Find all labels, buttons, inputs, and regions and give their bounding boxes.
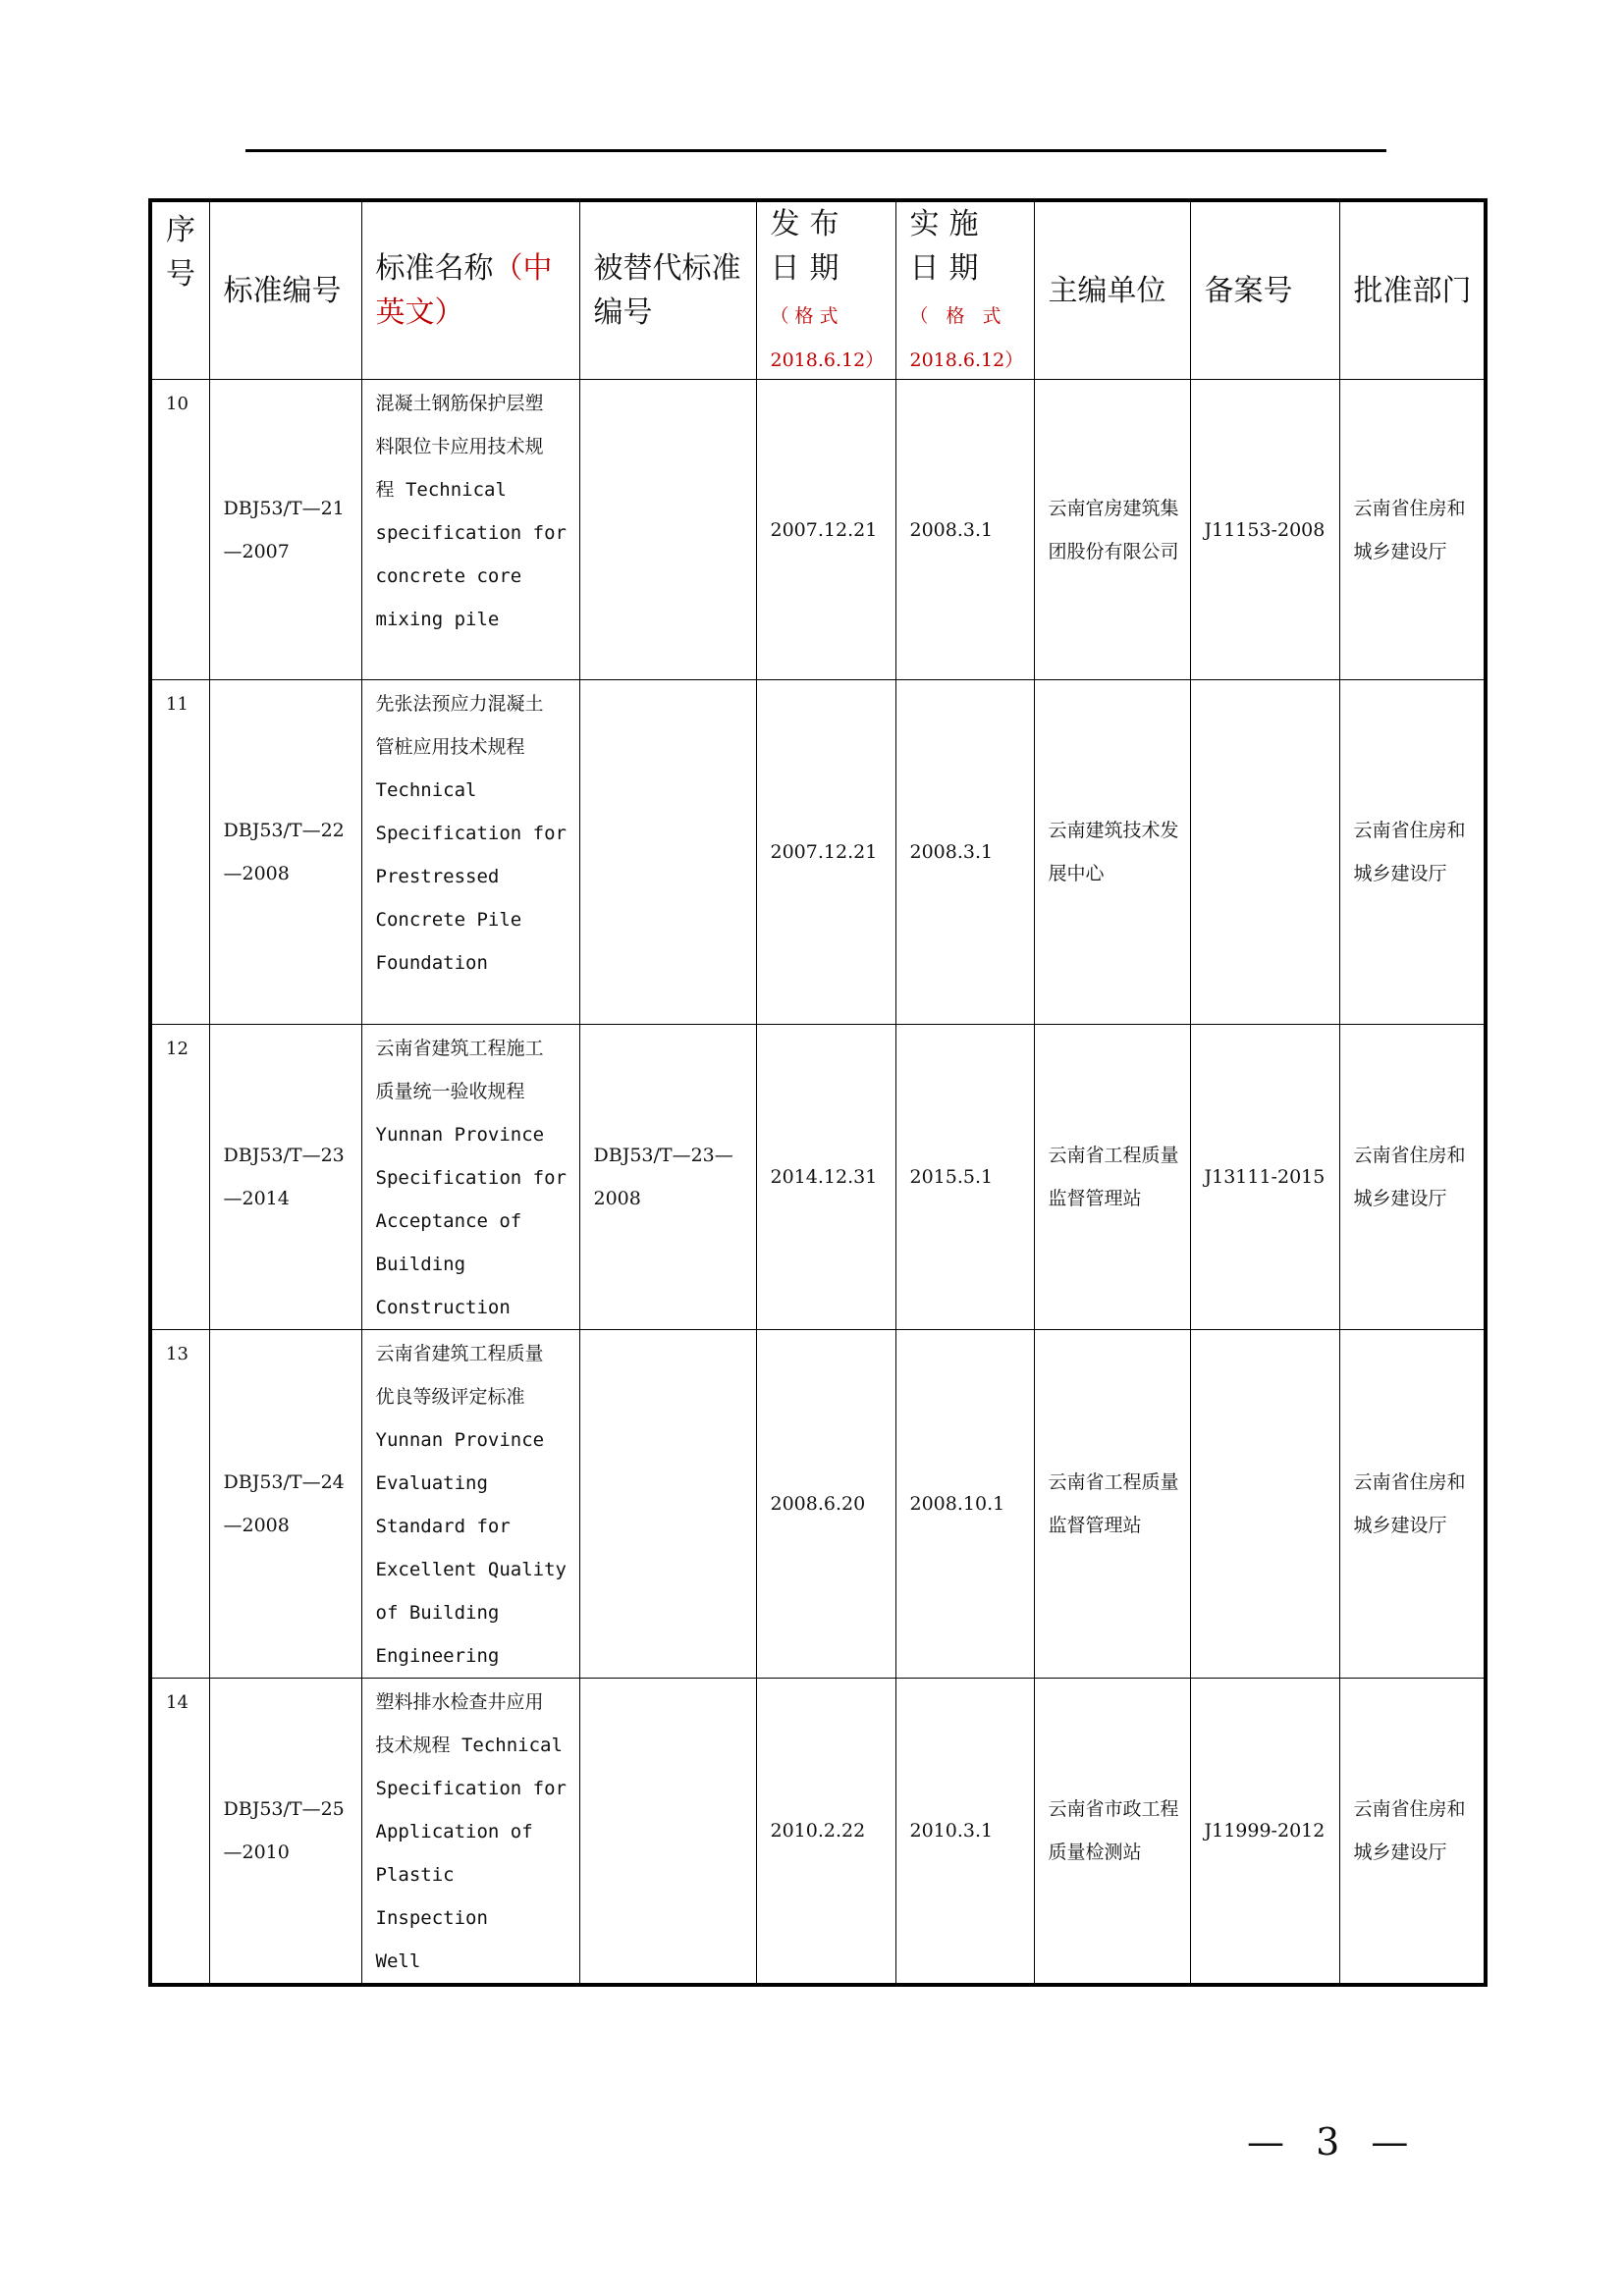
cell-replaced	[579, 680, 756, 1025]
cell-issue-date: 2007.12.21	[756, 680, 895, 1025]
cell-name-line: specification for	[375, 522, 567, 544]
cell-name-line: 质量统一验收规程	[375, 1081, 525, 1102]
header-issue-format: 2018.6.12）	[770, 349, 885, 371]
cell-replaced	[579, 1330, 756, 1679]
cell-name-line: Acceptance of	[375, 1210, 522, 1232]
cell-impl-date: 2008.3.1	[895, 680, 1034, 1025]
header-name	[361, 200, 579, 380]
cell-name-line: 塑料排水检查井应用	[375, 1691, 544, 1713]
cell-record	[1190, 680, 1339, 1025]
header-rule	[245, 149, 1386, 152]
cell-impl-date: 2008.3.1	[895, 380, 1034, 680]
table-row	[150, 680, 1486, 1025]
cell-impl-date: 2015.5.1	[895, 1025, 1034, 1330]
header-seq: 序号	[150, 200, 209, 380]
table-body	[150, 380, 1486, 1986]
cell-seq: 12	[150, 1025, 209, 1330]
cell-name	[361, 380, 579, 680]
cell-code: DBJ53/T—23—2014	[209, 1025, 361, 1330]
table-row	[150, 1025, 1486, 1330]
cell-name-line: 优良等级评定标准	[375, 1386, 525, 1408]
table-row	[150, 380, 1486, 680]
cell-record: J11153-2008	[1190, 380, 1339, 680]
cell-issue-date: 2007.12.21	[756, 380, 895, 680]
cell-name-line: Foundation	[375, 952, 488, 974]
cell-name-line: 料限位卡应用技术规	[375, 436, 544, 457]
cell-seq: 11	[150, 680, 209, 1025]
header-issue-note: （格式	[770, 305, 844, 327]
cell-editor: 云南官房建筑集团股份有限公司	[1034, 380, 1190, 680]
cell-code: DBJ53/T—24—2008	[209, 1330, 361, 1679]
cell-name-line: Evaluating	[375, 1472, 488, 1494]
table-row	[150, 1679, 1486, 1986]
header-issue-date	[756, 200, 895, 380]
cell-editor: 云南省工程质量监督管理站	[1034, 1330, 1190, 1679]
cell-code: DBJ53/T—25—2010	[209, 1679, 361, 1986]
cell-name	[361, 680, 579, 1025]
cell-name-line: Concrete Pile	[375, 909, 522, 931]
cell-replaced: DBJ53/T—23—2008	[579, 1025, 756, 1330]
header-editor: 主编单位	[1034, 200, 1190, 380]
cell-name-line: Specification for	[375, 1167, 567, 1189]
cell-name-line: Plastic Inspection	[375, 1864, 488, 1929]
cell-name-line: concrete core	[375, 565, 522, 587]
cell-impl-date: 2008.10.1	[895, 1330, 1034, 1679]
header-impl-date	[895, 200, 1034, 380]
cell-name-line: Yunnan Province	[375, 1429, 545, 1451]
cell-editor: 云南省市政工程质量检测站	[1034, 1679, 1190, 1986]
cell-name-line: Well	[375, 1950, 421, 1972]
header-impl-note: （格式	[909, 305, 1019, 327]
page-number: — 3 —	[1247, 2120, 1419, 2163]
cell-code: DBJ53/T—21—2007	[209, 380, 361, 680]
header-approver: 批准部门	[1339, 200, 1486, 380]
cell-record	[1190, 1330, 1339, 1679]
cell-approver: 云南省住房和城乡建设厅	[1339, 1330, 1486, 1679]
cell-name-line: 技术规程 Technical	[375, 1735, 563, 1756]
cell-name-line: 云南省建筑工程质量	[375, 1343, 544, 1364]
header-replaced: 被替代标准编号	[579, 200, 756, 380]
cell-seq: 10	[150, 380, 209, 680]
header-name-main: 标准名称	[375, 251, 494, 286]
cell-name-line: Prestressed	[375, 866, 500, 887]
cell-name-line: Specification for	[375, 1778, 567, 1799]
cell-name-line: Excellent Quality	[375, 1559, 567, 1580]
cell-approver: 云南省住房和城乡建设厅	[1339, 380, 1486, 680]
cell-issue-date: 2008.6.20	[756, 1330, 895, 1679]
cell-issue-date: 2010.2.22	[756, 1679, 895, 1986]
header-code: 标准编号	[209, 200, 361, 380]
cell-name-line: 程 Technical	[375, 479, 507, 501]
cell-record: J11999-2012	[1190, 1679, 1339, 1986]
cell-name-line: Standard for	[375, 1516, 511, 1537]
cell-approver: 云南省住房和城乡建设厅	[1339, 1679, 1486, 1986]
header-record: 备案号	[1190, 200, 1339, 380]
cell-approver: 云南省住房和城乡建设厅	[1339, 1025, 1486, 1330]
cell-name-line: mixing pile	[375, 609, 500, 630]
cell-name-line: 混凝土钢筋保护层塑	[375, 393, 544, 414]
cell-name-line: Application of	[375, 1821, 533, 1842]
cell-impl-date: 2010.3.1	[895, 1679, 1034, 1986]
cell-name-line: 先张法预应力混凝土	[375, 693, 544, 715]
cell-name-line: 云南省建筑工程施工	[375, 1038, 544, 1059]
cell-name-line: Technical	[375, 779, 477, 801]
cell-editor: 云南建筑技术发展中心	[1034, 680, 1190, 1025]
cell-replaced	[579, 1679, 756, 1986]
cell-approver: 云南省住房和城乡建设厅	[1339, 680, 1486, 1025]
cell-seq: 14	[150, 1679, 209, 1986]
cell-editor: 云南省工程质量监督管理站	[1034, 1025, 1190, 1330]
cell-replaced	[579, 380, 756, 680]
cell-name	[361, 1679, 579, 1986]
header-issue-main: 发布日期	[770, 207, 849, 286]
cell-code: DBJ53/T—22—2008	[209, 680, 361, 1025]
cell-name	[361, 1330, 579, 1679]
table-row	[150, 1330, 1486, 1679]
cell-name-line: Specification for	[375, 823, 567, 844]
cell-name	[361, 1025, 579, 1330]
header-impl-format: 2018.6.12）	[909, 349, 1024, 371]
cell-issue-date: 2014.12.31	[756, 1025, 895, 1330]
cell-name-line: Engineering	[375, 1645, 500, 1667]
header-name-paren: （中英文）	[375, 251, 553, 330]
cell-name-line: Construction	[375, 1297, 511, 1318]
header-impl-main: 实施日期	[909, 207, 989, 286]
cell-name-line: Yunnan Province	[375, 1124, 545, 1146]
header-row	[150, 200, 1486, 380]
cell-name-line: Building	[375, 1254, 466, 1275]
cell-seq: 13	[150, 1330, 209, 1679]
cell-record: J13111-2015	[1190, 1025, 1339, 1330]
cell-name-line: 管桩应用技术规程	[375, 736, 525, 758]
standards-table	[148, 198, 1488, 1987]
cell-name-line: of Building	[375, 1602, 500, 1624]
